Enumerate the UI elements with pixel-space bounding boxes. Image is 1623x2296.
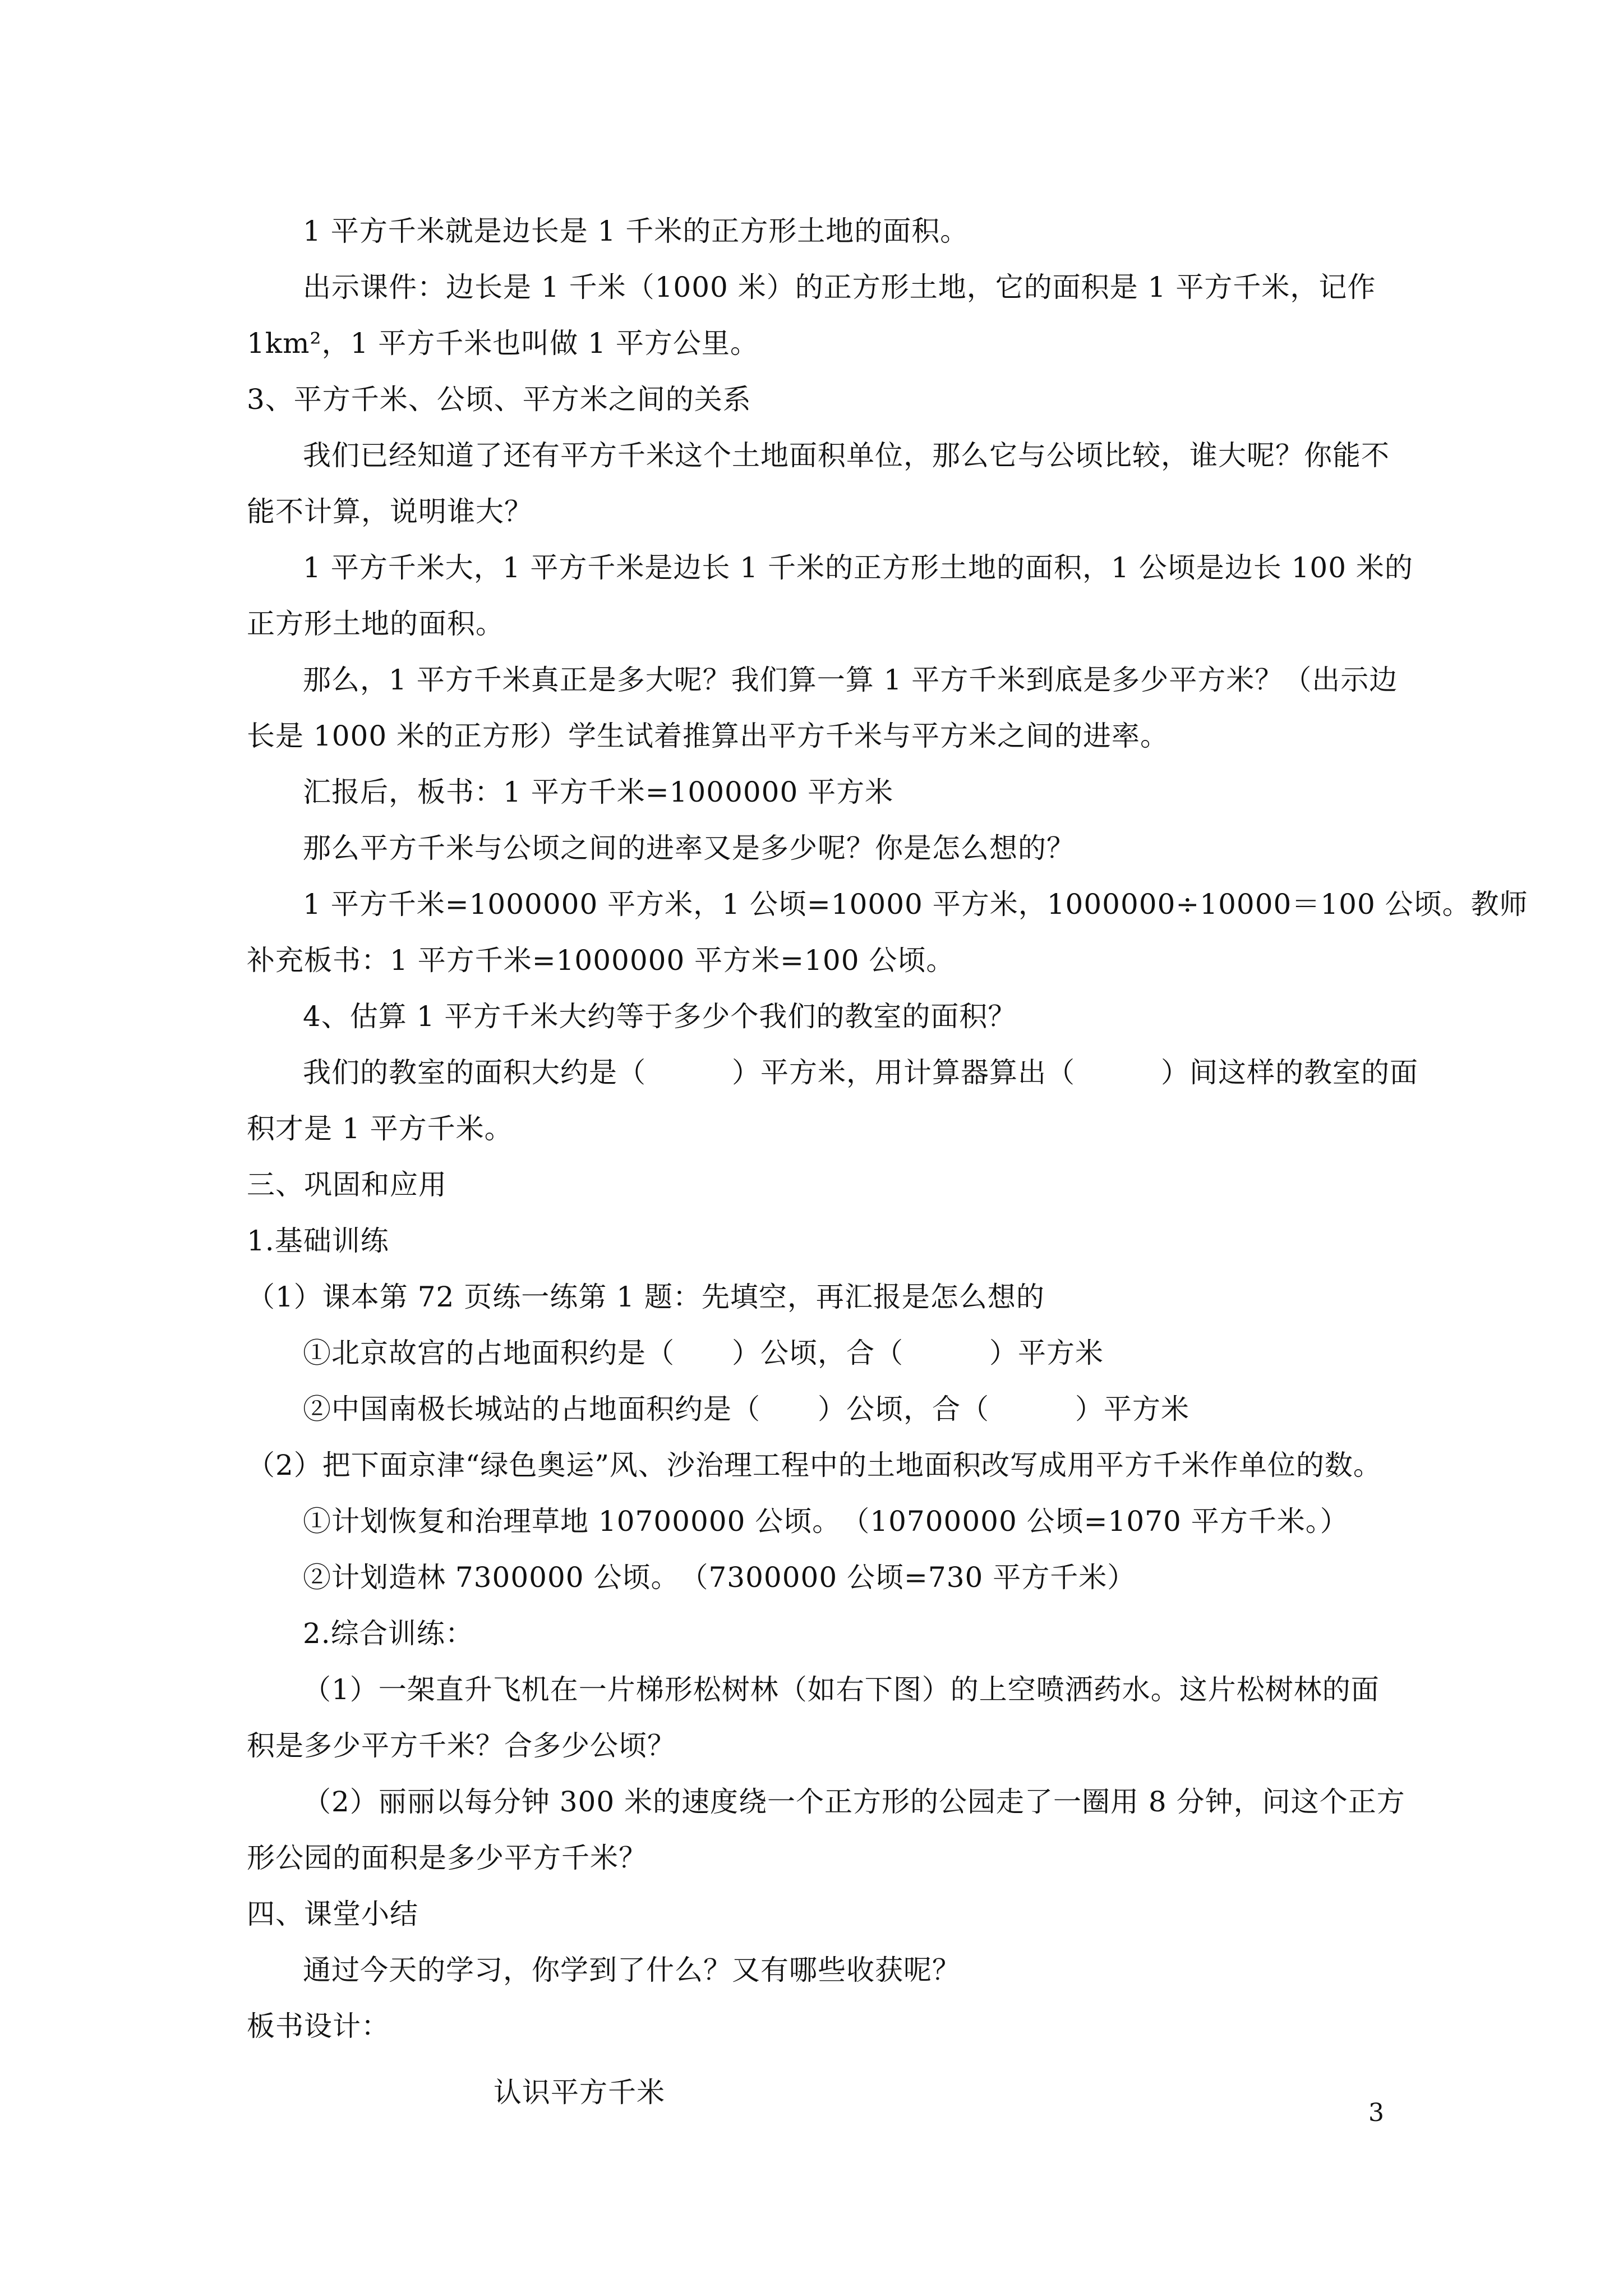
text-line: （1）课本第 72 页练一练第 1 题：先填空，再汇报是怎么想的 xyxy=(247,1281,1045,1313)
text-line: 汇报后，板书：1 平方千米=1000000 平方米 xyxy=(303,776,894,808)
board-title: 认识平方千米 xyxy=(494,2076,665,2109)
text-line: ①北京故宫的占地面积约是（ ）公顷，合（ ）平方米 xyxy=(303,1337,1104,1369)
text-line: 1km²，1 平方千米也叫做 1 平方公里。 xyxy=(247,327,759,360)
subsection-heading: 2.综合训练： xyxy=(303,1617,474,1650)
text-line: 那么平方千米与公顷之间的进率又是多少呢？你是怎么想的？ xyxy=(303,832,1075,864)
text-line: 我们已经知道了还有平方千米这个土地面积单位，那么它与公顷比较，谁大呢？你能不 xyxy=(303,439,1390,472)
text-line: 1 平方千米就是边长是 1 千米的正方形土地的面积。 xyxy=(303,215,969,247)
text-line: 正方形土地的面积。 xyxy=(247,608,504,640)
text-line: （2）把下面京津“绿色奥运”风、沙治理工程中的土地面积改写成用平方千米作单位的数。 xyxy=(247,1449,1382,1481)
text-line: （1）一架直升飞机在一片梯形松树林（如右下图）的上空喷洒药水。这片松树林的面 xyxy=(303,1673,1380,1706)
text-line: 4、估算 1 平方千米大约等于多少个我们的教室的面积？ xyxy=(303,1000,1017,1033)
text-line: 1 平方千米大，1 平方千米是边长 1 千米的正方形土地的面积，1 公顷是边长 100 米的 xyxy=(303,551,1413,584)
text-line: ②中国南极长城站的占地面积约是（ ）公顷，合（ ）平方米 xyxy=(303,1393,1189,1425)
text-line: ②计划造林 7300000 公顷。 （7300000 公顷=730 平方千米） xyxy=(303,1561,1136,1594)
text-line: 长是 1000 米的正方形）学生试着推算出平方千米与平方米之间的进率。 xyxy=(247,720,1169,752)
subsection-heading: 1.基础训练 xyxy=(247,1225,389,1257)
text-line: 出示课件：边长是 1 千米（1000 米）的正方形土地，它的面积是 1 平方千米，记作 xyxy=(303,271,1376,303)
section-heading: 四、课堂小结 xyxy=(247,1898,418,1930)
text-line: ①计划恢复和治理草地 10700000 公顷。 （10700000 公顷=1070 平方千米。） xyxy=(303,1505,1349,1538)
text-line: 积才是 1 平方千米。 xyxy=(247,1112,513,1145)
text-line: 能不计算，说明谁大？ xyxy=(247,495,533,528)
text-line: 形公园的面积是多少平方千米？ xyxy=(247,1842,647,1874)
text-line: 1 平方千米=1000000 平方米，1 公顷=10000 平方米，1000000÷10000＝100 公顷。教师 xyxy=(303,888,1528,921)
text-line: 我们的教室的面积大约是（ ）平方米，用计算器算出（ ）间这样的教室的面 xyxy=(303,1056,1418,1089)
section-heading: 三、巩固和应用 xyxy=(247,1168,447,1201)
text-line: 那么，1 平方千米真正是多大呢？我们算一算 1 平方千米到底是多少平方米？（出示边 xyxy=(303,664,1398,696)
text-line: 通过今天的学习，你学到了什么？又有哪些收获呢？ xyxy=(303,1954,961,1986)
page-number: 3 xyxy=(1368,2099,1384,2127)
text-line: （2）丽丽以每分钟 300 米的速度绕一个正方形的公园走了一圈用 8 分钟，问这个正方 xyxy=(303,1786,1405,1818)
section-heading: 3、平方千米、公顷、平方米之间的关系 xyxy=(247,383,751,416)
text-line: 积是多少平方千米？合多少公顷？ xyxy=(247,1729,676,1762)
text-line: 补充板书：1 平方千米=1000000 平方米=100 公顷。 xyxy=(247,944,955,977)
text-line: 板书设计： xyxy=(247,2010,390,2042)
